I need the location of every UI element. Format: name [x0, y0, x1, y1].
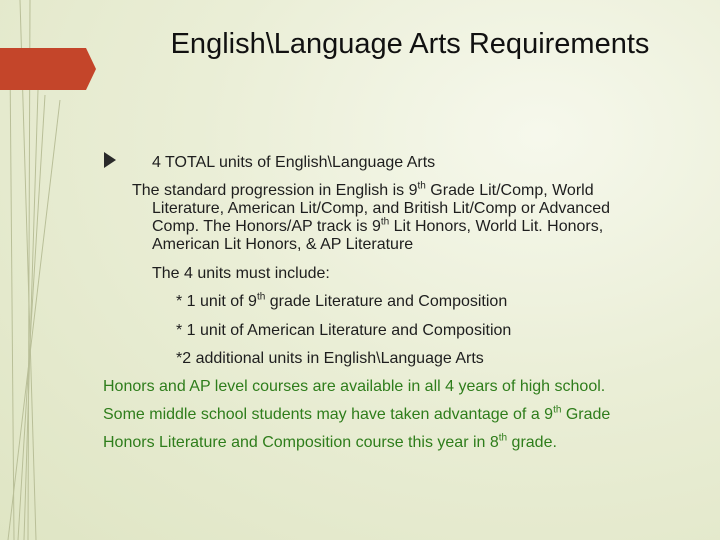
bullet-arrow-icon — [104, 152, 116, 168]
progression-line-3: Comp. The Honors/AP track is 9th Lit Honors, World Lit. Honors, — [152, 216, 604, 235]
progression-line-1: The standard progression in English is 9th Grade Lit/Comp, World — [132, 180, 594, 199]
include-heading: The 4 units must include: — [152, 265, 330, 282]
requirement-2: * 1 unit of American Literature and Composition — [176, 322, 512, 339]
requirement-1: * 1 unit of 9th grade Literature and Composition — [176, 291, 508, 310]
requirement-3: *2 additional units in English\Language Arts — [176, 350, 484, 367]
note-line-1: Honors and AP level courses are available in all 4 years of high school. — [103, 378, 606, 395]
progression-line-4: American Lit Honors, & AP Literature — [152, 236, 414, 253]
slide-title: English\Language Arts Requirements — [170, 28, 650, 60]
bullet-text: 4 TOTAL units of English\Language Arts — [152, 154, 436, 171]
note-line-2: Some middle school students may have taken advantage of a 9th Grade — [103, 404, 611, 423]
progression-line-2: Literature, American Lit/Comp, and British Lit/Comp or Advanced — [152, 200, 610, 217]
title-accent-shape — [0, 48, 96, 90]
note-line-3: Honors Literature and Composition course this year in 8th grade. — [103, 432, 557, 451]
